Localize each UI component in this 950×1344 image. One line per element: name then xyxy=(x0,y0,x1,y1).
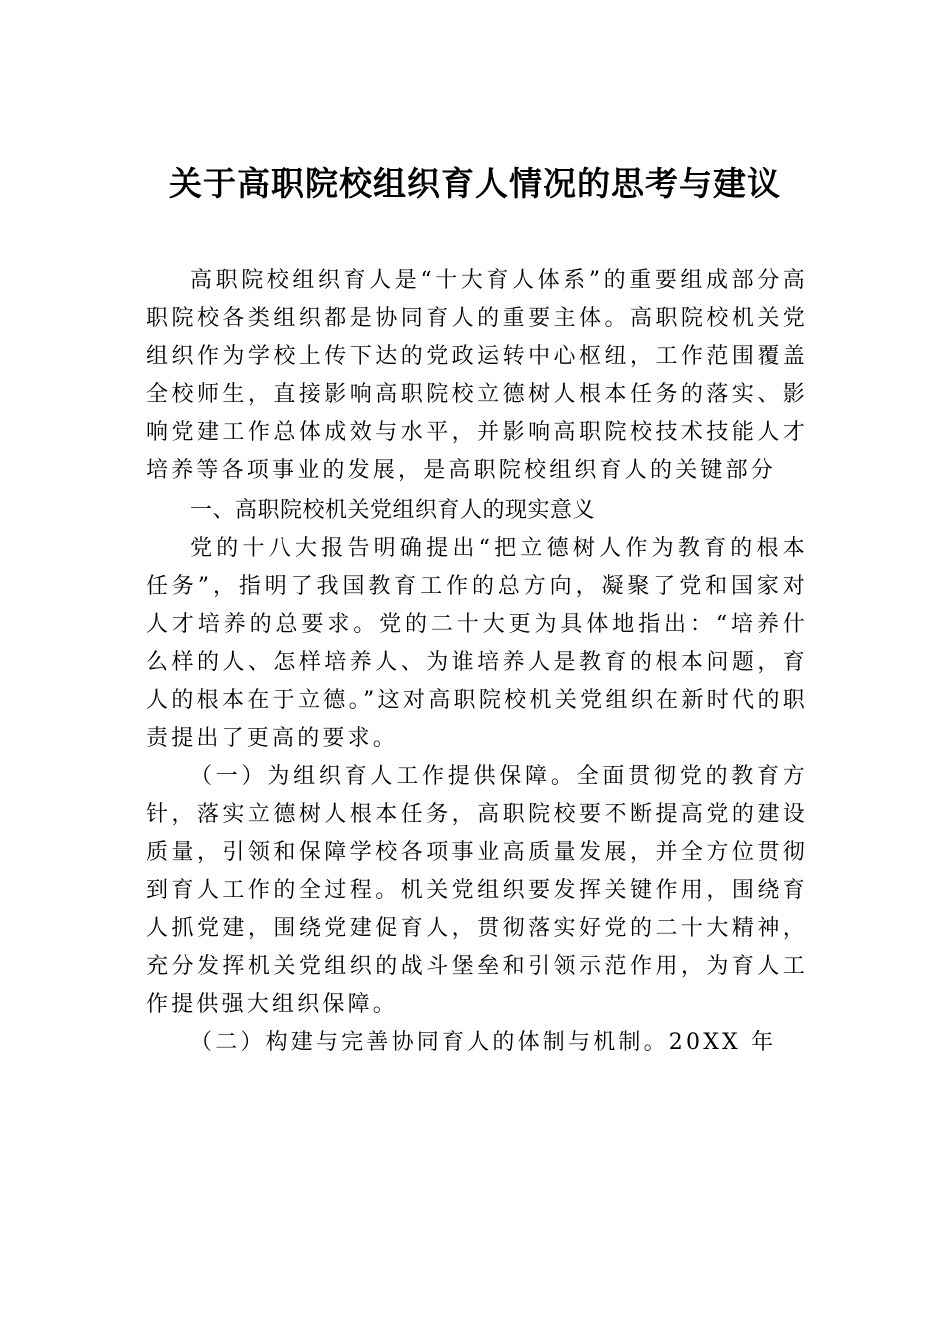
section-heading: 一、高职院校机关党组织育人的现实意义 xyxy=(190,498,596,523)
section-paragraph: 党的十八大报告明确提出“把立德树人作为教育的根本任务”，指明了我国教育工作的总方向，凝聚了党和国家对人才培养的总要求。党的二十大更为具体地指出：“培养什么样的人、怎样培养人、为谁培养人是教育的根本问题，育人的根本在于立德。”这对高职院校机关党组织在新时代的职责提出了更高的要求。 xyxy=(146,536,808,751)
intro-paragraph: 高职院校组织育人是“十大育人体系”的重要组成部分高职院校各类组织都是协同育人的重要主体。高职院校机关党组织作为学校上传下达的党政运转中心枢纽，工作范围覆盖全校师生，直接影响高职院校立德树人根本任务的落实、影响党建工作总体成效与水平，并影响高职院校技术技能人才培养等各项事业的发展，是高职院校组织育人的关键部分 xyxy=(146,268,808,483)
document-body xyxy=(146,262,808,1062)
subsection-1-paragraph: （一）为组织育人工作提供保障。全面贯彻党的教育方针，落实立德树人根本任务，高职院校要不断提高党的建设质量，引领和保障学校各项事业高质量发展，并全方位贯彻到育人工作的全过程。机关党组织要发挥关键作用，围绕育人抓党建，围绕党建促育人，贯彻落实好党的二十大精神，充分发挥机关党组织的战斗堡垒和引领示范作用，为育人工作提供强大组织保障。 xyxy=(146,764,808,1017)
document-title: 关于高职院校组织育人情况的思考与建议 xyxy=(169,164,781,203)
subsection-2-paragraph: （二）构建与完善协同育人的体制与机制。20XX 年 xyxy=(190,1030,777,1055)
